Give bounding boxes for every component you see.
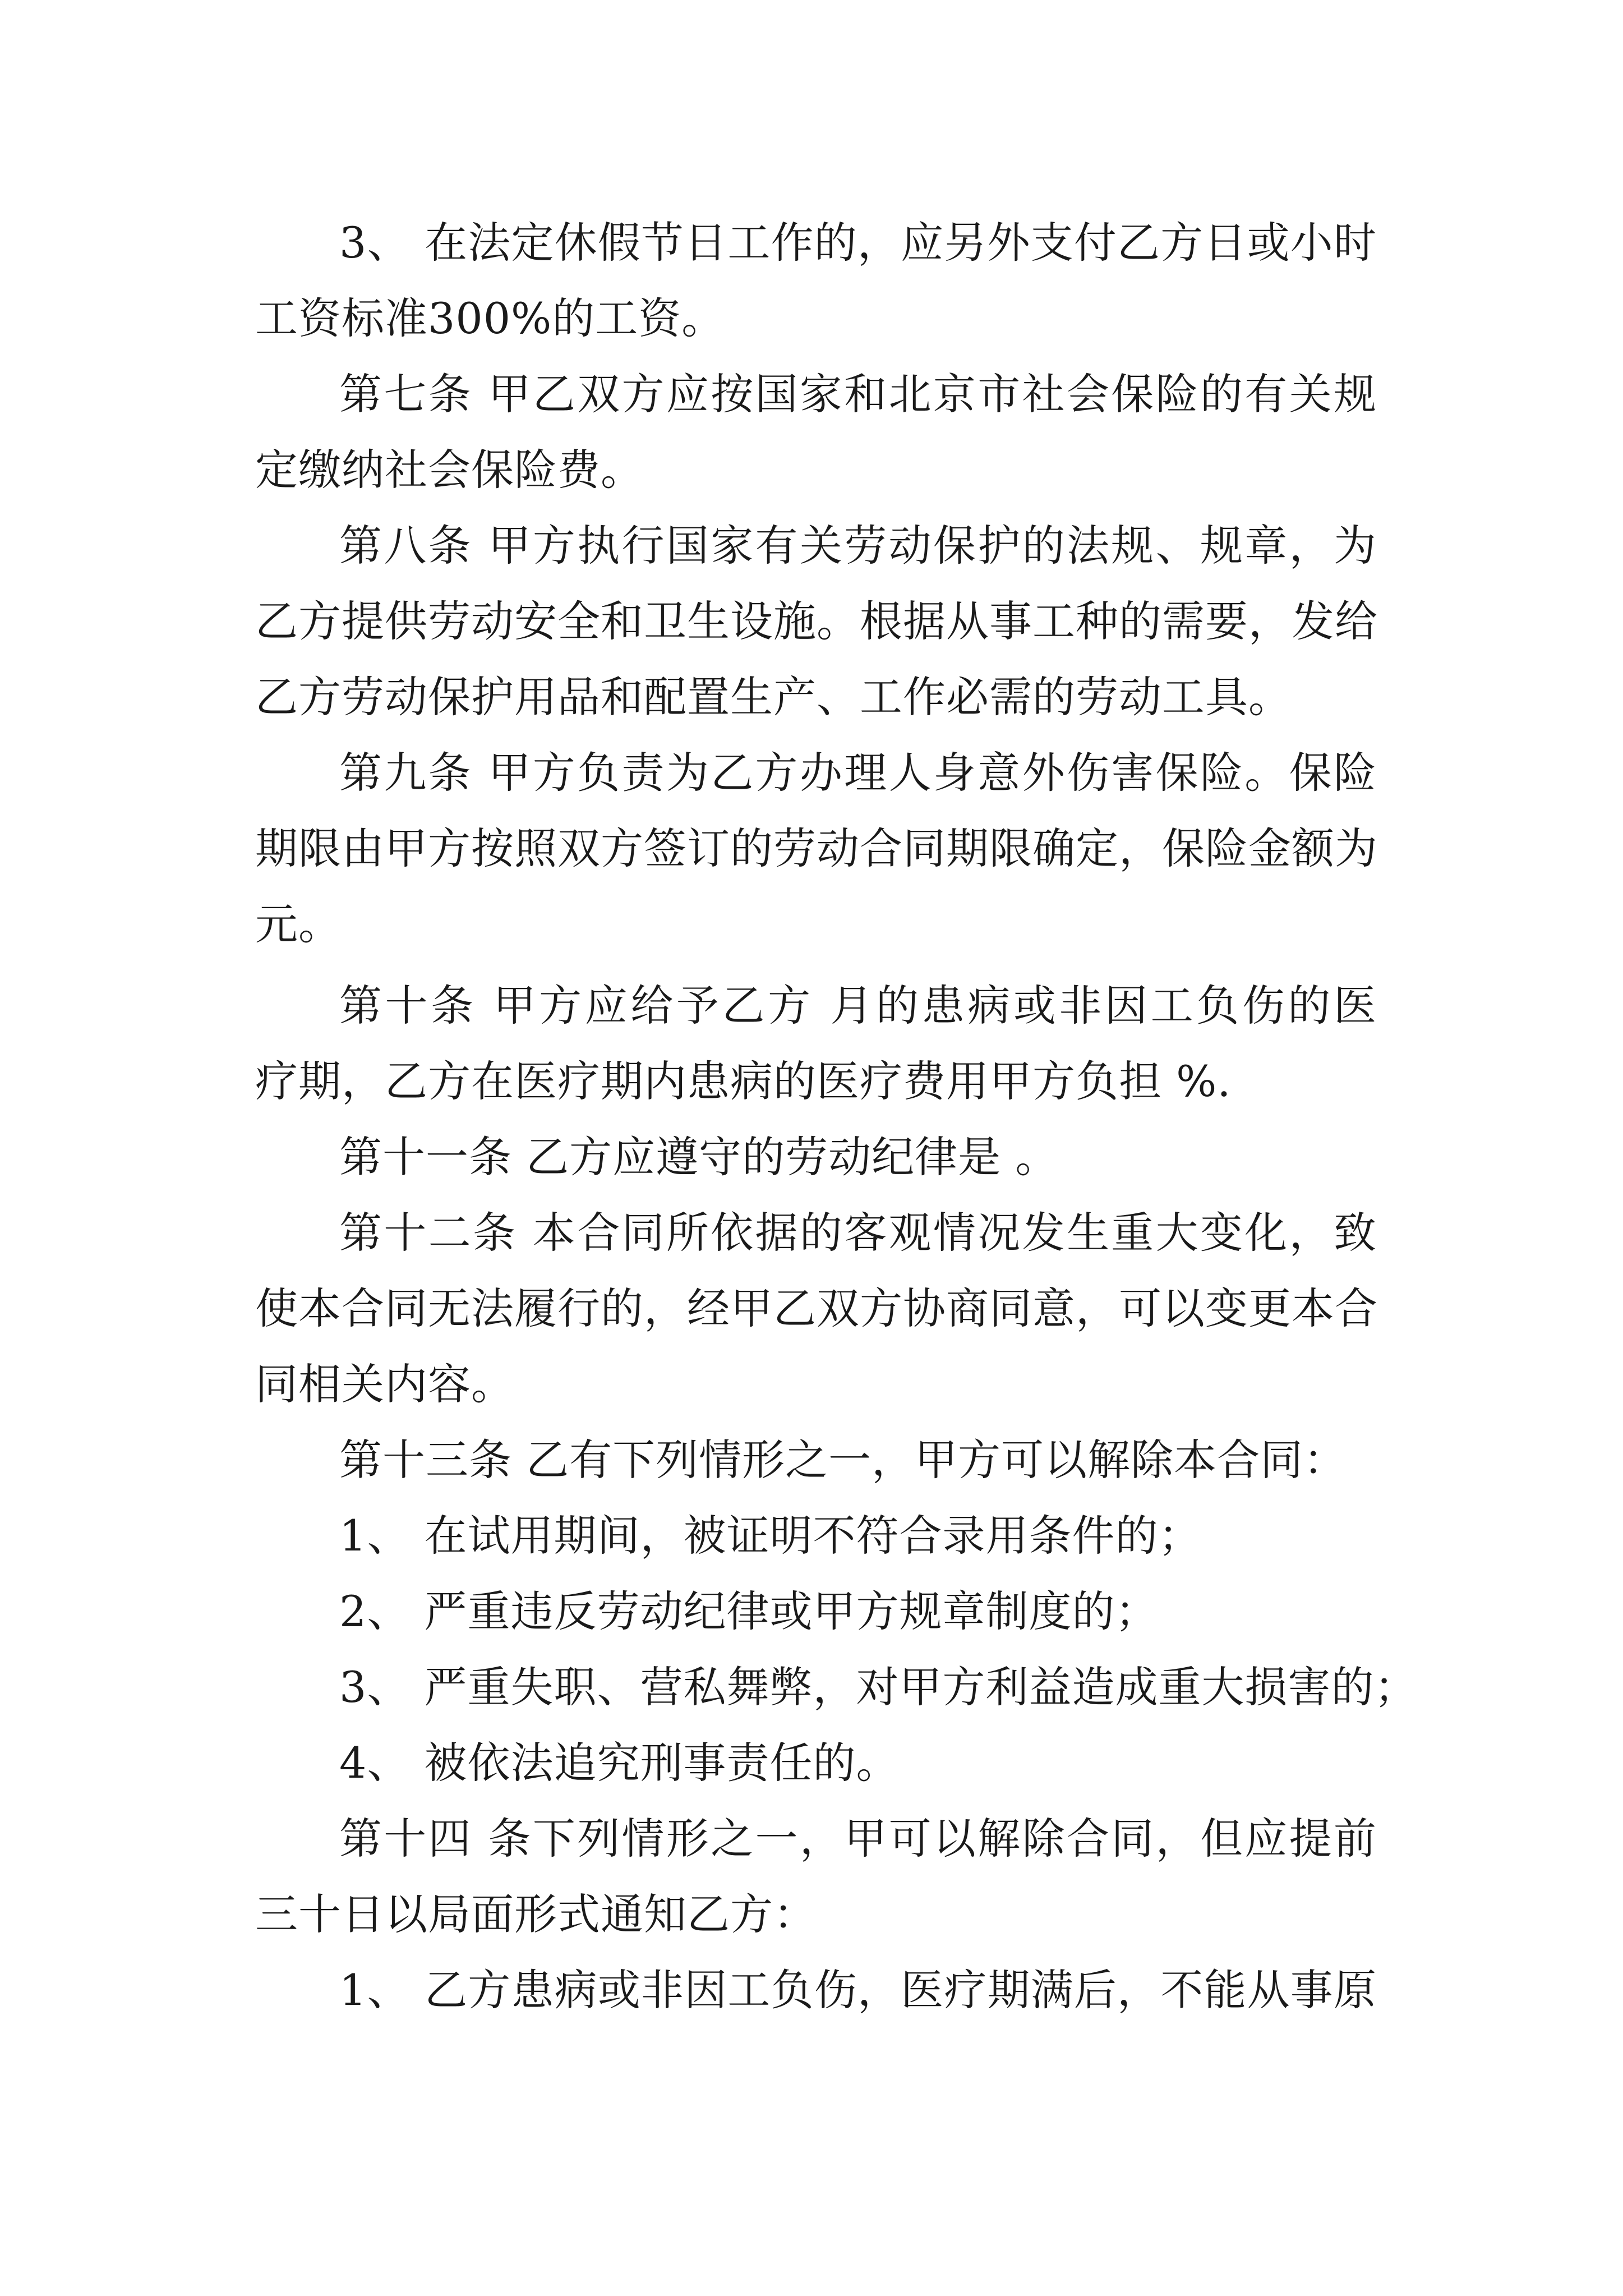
text-line: 使本合同无法履行的，经甲乙双方协商同意，可以变更本合 xyxy=(255,1283,1378,1333)
text-line: 1、 在试用期间，被证明不符合录用条件的； xyxy=(339,1511,1202,1561)
text-line: 第七条 甲乙双方应按国家和北京市社会保险的有关规 xyxy=(339,369,1377,419)
text-line: 乙方劳动保护用品和配置生产、工作必需的劳动工具。 xyxy=(255,672,1292,722)
text-line: 第十一条 乙方应遵守的劳动纪律是 。 xyxy=(339,1132,1059,1182)
text-line: 第八条 甲方执行国家有关劳动保护的法规、规章，为 xyxy=(339,521,1377,570)
text-line: 1、 乙方患病或非因工负伤，医疗期满后，不能从事原 xyxy=(339,1965,1377,2015)
text-line: 期限由甲方按照双方签订的劳动合同期限确定，保险金额为 xyxy=(255,823,1378,873)
text-line: 元。 xyxy=(255,899,342,949)
text-line: 4、 被依法追究刑事责任的。 xyxy=(339,1738,900,1788)
text-line: 3、 严重失职、营私舞弊，对甲方利益造成重大损害的； xyxy=(339,1662,1418,1712)
text-line: 工资标准300%的工资。 xyxy=(255,293,725,343)
text-line: 三十日以局面形式通知乙方： xyxy=(255,1889,817,1939)
text-line: 第九条 甲方负责为乙方办理人身意外伤害保险。保险 xyxy=(339,748,1377,798)
text-line: 乙方提供劳动安全和卫生设施。根据从事工种的需要，发给 xyxy=(255,596,1378,646)
text-line: 3、 在法定休假节日工作的，应另外支付乙方日或小时 xyxy=(339,218,1377,268)
text-line: 第十条 甲方应给予乙方 月的患病或非因工负伤的医 xyxy=(339,981,1377,1030)
text-line: 第十二条 本合同所依据的客观情况发生重大变化，致 xyxy=(339,1208,1377,1258)
text-line: 第十三条 乙有下列情形之一，甲方可以解除本合同： xyxy=(339,1435,1347,1485)
text-line: 同相关内容。 xyxy=(255,1359,514,1409)
text-line: 2、 严重违反劳动纪律或甲方规章制度的； xyxy=(339,1586,1159,1636)
text-line: 疗期，乙方在医疗期内患病的医疗费用甲方负担 %. xyxy=(255,1056,1232,1106)
text-line: 定缴纳社会保险费。 xyxy=(255,445,644,495)
text-line: 第十四 条下列情形之一，甲可以解除合同，但应提前 xyxy=(339,1814,1377,1864)
